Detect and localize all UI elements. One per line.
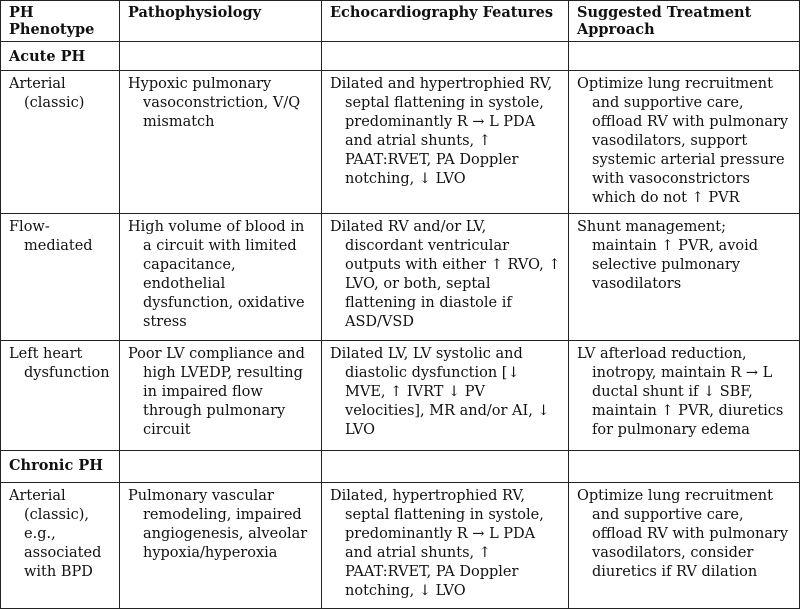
section-empty-cell xyxy=(120,42,322,71)
cell-phenotype xyxy=(1,341,120,451)
cell-treatment xyxy=(569,214,800,341)
section-empty-cell xyxy=(569,451,800,483)
cell-pathophysiology xyxy=(120,71,322,214)
treatment-text: Optimize lung recruitment and supportive care, offload RV with pulmonary vasodilators, support systemic arterial pressure with vasoconstrictors which do not ↑ PVR xyxy=(577,76,789,206)
section-empty-cell xyxy=(322,42,569,71)
echo-text: Dilated, hypertrophied RV, septal flattening in systole, predominantly R → L PDA and atrial shunts, ↑ PAAT:RVET, PA Doppler notching, ↓ LVO xyxy=(330,488,544,599)
treatment-text: Optimize lung recruitment and supportive care, offload RV with pulmonary vasodilators, consider diuretics if RV dilation xyxy=(577,488,789,580)
header-treatment-approach xyxy=(569,1,800,42)
section-empty-cell xyxy=(569,42,800,71)
pathophysiology-text: High volume of blood in a circuit with limited capacitance, endothelial dysfunction, oxidative stress xyxy=(128,219,305,330)
header-row xyxy=(1,1,800,42)
cell-echo xyxy=(322,483,569,609)
cell-echo xyxy=(322,341,569,451)
header-treatment-approach-text: Suggested Treatment Approach xyxy=(577,4,752,38)
section-empty-cell xyxy=(322,451,569,483)
cell-treatment xyxy=(569,483,800,609)
cell-phenotype xyxy=(1,214,120,341)
cell-pathophysiology xyxy=(120,483,322,609)
table-row-acute-arterial xyxy=(1,71,800,214)
section-row-chronic xyxy=(1,451,800,483)
table-row-flow-mediated xyxy=(1,214,800,341)
header-ph-phenotype-text: PH Phenotype xyxy=(9,4,95,38)
pathophysiology-text: Poor LV compliance and high LVEDP, resulting in impaired flow through pulmonary circuit xyxy=(128,346,305,438)
cell-phenotype xyxy=(1,71,120,214)
section-label-chronic: Chronic PH xyxy=(1,451,120,483)
cell-phenotype xyxy=(1,483,120,609)
phenotype-text: Left heart dysfunction xyxy=(9,346,110,381)
cell-echo xyxy=(322,71,569,214)
cell-treatment xyxy=(569,71,800,214)
phenotype-text: Arterial (classic) xyxy=(9,76,85,111)
cell-pathophysiology xyxy=(120,341,322,451)
cell-echo xyxy=(322,214,569,341)
treatment-text: Shunt management; maintain ↑ PVR, avoid selective pulmonary vasodilators xyxy=(577,219,759,292)
pathophysiology-text: Hypoxic pulmonary vasoconstriction, V/Q mismatch xyxy=(128,76,301,130)
phenotype-text: Flow-mediated xyxy=(9,219,93,254)
header-echo-features-text: Echocardiography Features xyxy=(330,4,553,21)
table-row-chronic-arterial xyxy=(1,483,800,609)
section-row-acute xyxy=(1,42,800,71)
treatment-text: LV afterload reduction, inotropy, maintain R → L ductal shunt if ↓ SBF, maintain ↑ PVR, diuretics for pulmonary edema xyxy=(577,346,784,438)
header-pathophysiology-text: Pathophysiology xyxy=(128,4,262,21)
echo-text: Dilated and hypertrophied RV, septal flattening in systole, predominantly R → L PDA and atrial shunts, ↑ PAAT:RVET, PA Doppler notching, ↓ LVO xyxy=(330,76,553,187)
section-empty-cell xyxy=(120,451,322,483)
section-label-acute: Acute PH xyxy=(1,42,120,71)
table-row-left-heart xyxy=(1,341,800,451)
cell-treatment xyxy=(569,341,800,451)
pathophysiology-text: Pulmonary vascular remodeling, impaired angiogenesis, alveolar hypoxia/hyperoxia xyxy=(128,488,308,561)
cell-pathophysiology xyxy=(120,214,322,341)
phenotype-text: Arterial (classic), e.g., associated with BPD xyxy=(9,488,102,580)
header-ph-phenotype xyxy=(1,1,120,42)
header-pathophysiology xyxy=(120,1,322,42)
echo-text: Dilated LV, LV systolic and diastolic dysfunction [↓ MVE, ↑ IVRT ↓ PV velocities], MR and/or AI, ↓ LVO xyxy=(330,346,550,438)
header-echo-features xyxy=(322,1,569,42)
echo-text: Dilated RV and/or LV, discordant ventricular outputs with either ↑ RVO, ↑ LVO, or both, septal flattening in diastole if ASD/VSD xyxy=(330,219,561,330)
